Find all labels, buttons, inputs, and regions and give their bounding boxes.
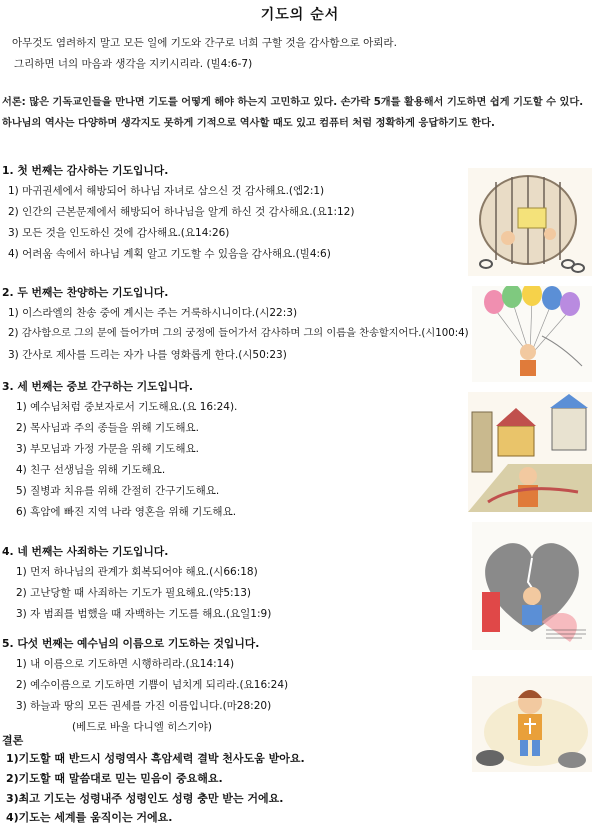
page-title: 기도의 순서 (260, 7, 340, 23)
section-3-item-6: 6) 흑암에 빠진 지역 나라 영혼을 위해 기도해요. (16, 506, 237, 518)
section-2-heading: 2. 두 번째는 찬양하는 기도입니다. (2, 286, 169, 299)
intro-verse-line-1: 아무것도 염려하지 말고 모든 일에 기도와 간구로 너희 구할 것을 감사함으로 아뢰라. (12, 37, 397, 49)
section-3-item-4: 4) 친구 선생님을 위해 기도해요. (16, 464, 166, 476)
section-1-item-2: 2) 인간의 근본문제에서 해방되어 하나님을 알게 하신 것 감사해요.(요1:12) (8, 206, 355, 218)
section-1-heading: 1. 첫 번째는 감사하는 기도입니다. (2, 164, 169, 177)
illustration-cage-thanks (468, 168, 592, 276)
section-4-item-2: 2) 고난당할 때 사죄하는 기도가 필요해요.(약5:13) (16, 587, 252, 599)
section-1-item-1: 1) 마귀권세에서 해방되어 하나님 자녀로 삼으신 것 감사해요.(엡2:1) (8, 185, 325, 197)
section-1-item-4: 4) 어려움 속에서 하나님 계획 알고 기도할 수 있음을 감사해요.(빌4:6) (8, 248, 331, 260)
conclusion-item-2: 2)기도할 때 말씀대로 믿는 믿음이 중요해요. (6, 772, 223, 785)
section-5-item-3: 3) 하늘과 땅의 모든 권세를 가진 이름입니다.(마28:20) (16, 700, 272, 712)
illustration-houses-intercession (468, 392, 592, 512)
section-2-item-1: 1) 이스라엘의 찬송 중에 계시는 주는 거룩하시니이다.(시22:3) (8, 307, 298, 319)
section-3-item-2: 2) 목사님과 주의 종들을 위해 기도해요. (16, 422, 199, 434)
conclusion-item-3: 3)최고 기도는 성령내주 성령인도 성령 충만 받는 거에요. (6, 792, 284, 805)
conclusion-item-1: 1)기도할 때 반드시 성령역사 흑암세력 결박 천사도움 받아요. (6, 752, 305, 765)
section-2-item-2: 2) 감사함으로 그의 문에 들어가며 그의 궁정에 들어가서 감사하며 그의 이름을 찬송할지어다.(시100:4) (8, 328, 469, 339)
intro-verse-line-2: 그리하면 너의 마음과 생각을 지키시리라. (빌4:6-7) (14, 58, 253, 70)
conclusion-item-4: 4)기도는 세계를 움직이는 거에요. (6, 811, 173, 824)
section-4-item-3: 3) 자 범죄를 범했을 때 자백하는 기도를 해요.(요일1:9) (16, 608, 272, 620)
illustration-balloons-praise (472, 286, 592, 382)
section-4-heading: 4. 네 번째는 사죄하는 기도입니다. (2, 545, 169, 558)
section-4-item-1: 1) 먼저 하나님의 관계가 회복되어야 해요.(시66:18) (16, 566, 258, 578)
section-1-item-3: 3) 모든 것을 인도하신 것에 감사해요.(요14:26) (8, 227, 230, 239)
section-3-heading: 3. 세 번째는 중보 간구하는 기도입니다. (2, 380, 193, 393)
section-3-item-5: 5) 질병과 치유를 위해 간절히 간구기도해요. (16, 485, 220, 497)
section-5-item-2: 2) 예수이름으로 기도하면 기쁨이 넘치게 되리라.(요16:24) (16, 679, 289, 691)
preface-paragraph: 서론: 많은 기독교인들을 만나면 기도를 어떻게 해야 하는지 고민하고 있다. 손가락 5개를 활용해서 기도하면 쉽게 기도할 수 있다. 하나님의 역사는 다양하며 생각지도 못하게 기적으로 역사할 때도 있고 컴퓨터 처럼 정확하게 응답하기도 한다. (2, 97, 584, 129)
illustration-heart-repentance (472, 522, 592, 650)
section-3-item-1: 1) 예수님처럼 중보자로서 기도해요.(요 16:24). (16, 401, 238, 413)
section-5-note: (베드로 바울 다니엘 히스기야) (72, 721, 212, 733)
section-5-heading: 5. 다섯 번째는 예수님의 이름으로 기도하는 것입니다. (2, 637, 260, 650)
section-5-item-1: 1) 내 이름으로 기도하면 시행하리라.(요14:14) (16, 658, 235, 670)
section-2-item-3: 3) 간사로 제사를 드리는 자가 나를 영화롭게 한다.(시50:23) (8, 349, 287, 361)
conclusion-heading: 결론 (2, 734, 24, 747)
illustration-praying-child (472, 676, 592, 772)
section-3-item-3: 3) 부모님과 가정 가문을 위해 기도해요. (16, 443, 199, 455)
